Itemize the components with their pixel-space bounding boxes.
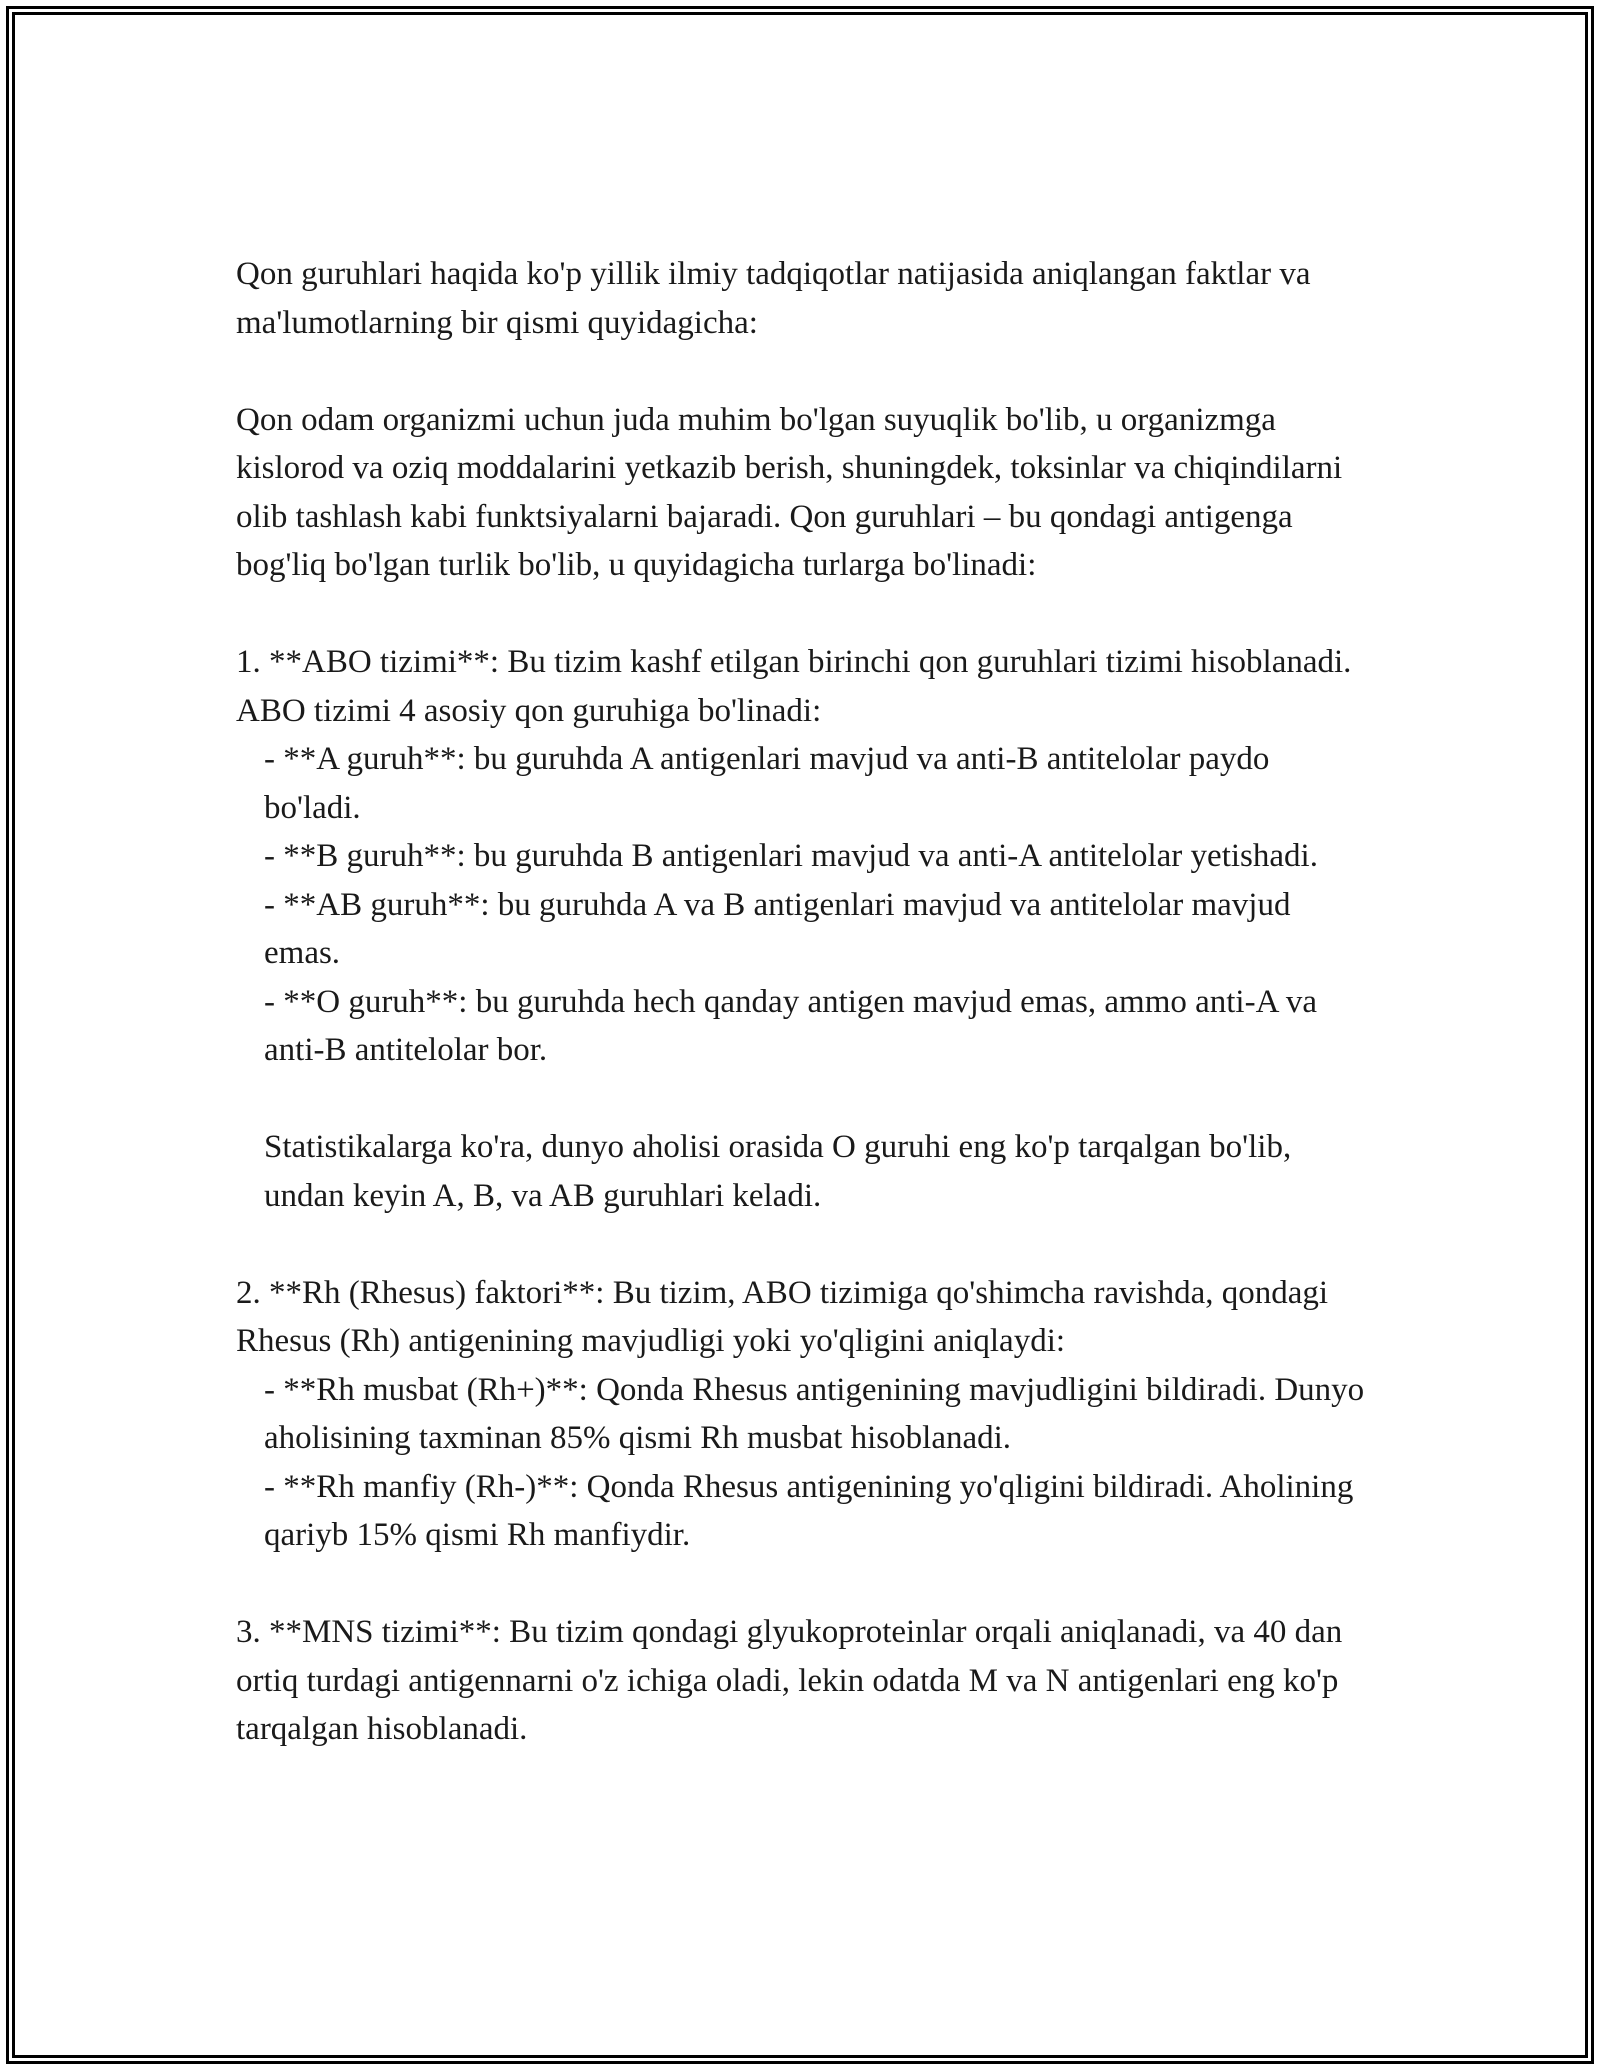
rh-negative-item: - **Rh manfiy (Rh-)**: Qonda Rhesus antigenining yo'qligini bildiradi. Aholining qariyb 15% qismi Rh manfiydir. <box>264 1468 1354 1553</box>
abo-group-a-item: - **A guruh**: bu guruhda A antigenlari mavjud va anti-B antitelolar paydo bo'ladi. <box>264 741 1270 826</box>
paragraph-gap <box>236 347 1366 396</box>
document-body <box>236 250 1366 1754</box>
paragraph-gap <box>236 1075 1366 1124</box>
intro-paragraph: Qon guruhlari haqida ko'p yillik ilmiy tadqiqotlar natijasida aniqlangan faktlar va ma'lumotlarning bir qismi quyidagicha: <box>236 256 1311 341</box>
paragraph-gap <box>236 590 1366 639</box>
abo-system-heading: 1. **ABO tizimi**: Bu tizim kashf etilgan birinchi qon guruhlari tizimi hisoblanadi. ABO tizimi 4 asosiy qon guruhiga bo'linadi: <box>236 644 1352 729</box>
rh-positive-item: - **Rh musbat (Rh+)**: Qonda Rhesus antigenining mavjudligini bildiradi. Dunyo aholisining taxminan 85% qismi Rh musbat hisoblanadi. <box>264 1371 1365 1456</box>
abo-statistics-paragraph: Statistikalarga ko'ra, dunyo aholisi orasida O guruhi eng ko'p tarqalgan bo'lib, undan keyin A, B, va AB guruhlari keladi. <box>264 1129 1292 1214</box>
paragraph-gap <box>236 1560 1366 1609</box>
abo-group-ab-item: - **AB guruh**: bu guruhda A va B antigenlari mavjud va antitelolar mavjud emas. <box>264 886 1291 971</box>
rh-factor-heading: 2. **Rh (Rhesus) faktori**: Bu tizim, ABO tizimiga qo'shimcha ravishda, qondagi Rhesus (Rh) antigenining mavjudligi yoki yo'qligini aniqlaydi: <box>236 1274 1329 1359</box>
abo-group-b-item: - **B guruh**: bu guruhda B antigenlari mavjud va anti-A antitelolar yetishadi. <box>264 838 1318 874</box>
mns-system-paragraph: 3. **MNS tizimi**: Bu tizim qondagi glyukoproteinlar orqali aniqlanadi, va 40 dan ortiq turdagi antigennarni o'z ichiga oladi, lekin odatda M va N antigenlari eng ko'p tarqalgan hisoblanadi. <box>236 1614 1343 1747</box>
paragraph-gap <box>236 1220 1366 1269</box>
blood-description-paragraph: Qon odam organizmi uchun juda muhim bo'lgan suyuqlik bo'lib, u organizmga kislorod va oziq moddalarini yetkazib berish, shuningdek, toksinlar va chiqindilarni olib tashlash kabi funktsiyalarni bajaradi. Qon guruhlari – bu qondagi antigenga bog'liq bo'lgan turlik bo'lib, u quyidagicha turlarga bo'linadi: <box>236 401 1343 583</box>
abo-group-o-item: - **O guruh**: bu guruhda hech qanday antigen mavjud emas, ammo anti-A va anti-B antitelolar bor. <box>264 983 1317 1068</box>
